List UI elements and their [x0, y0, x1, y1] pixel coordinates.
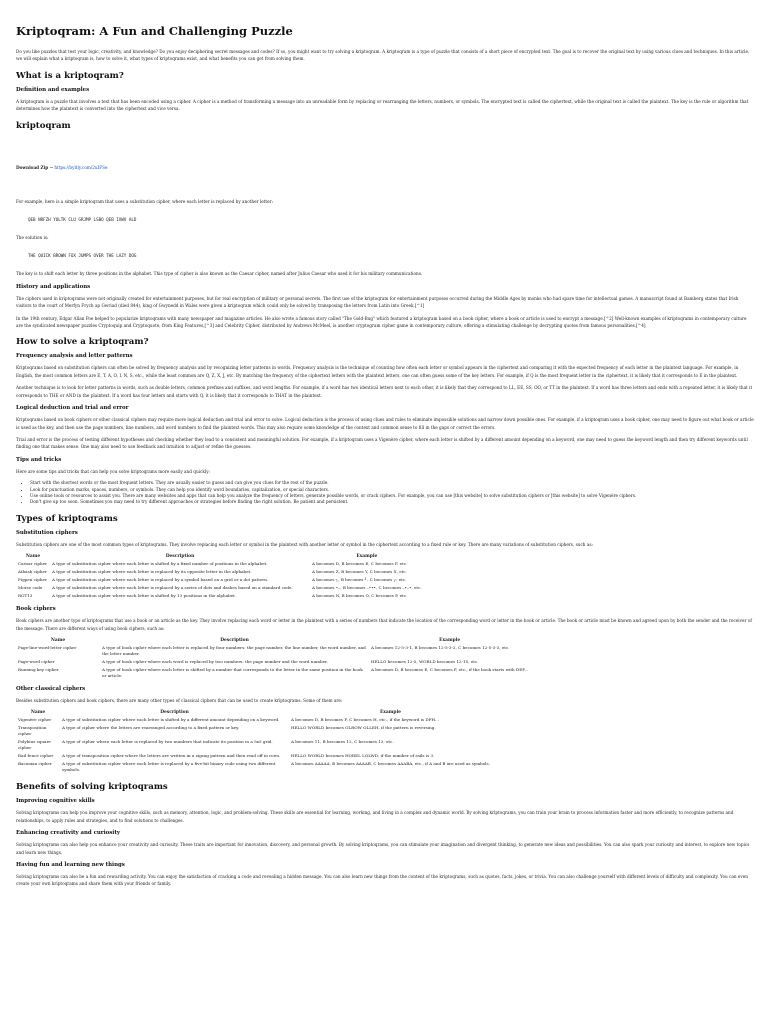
logic-paragraph-2: Trial and error is the process of testing different hypotheses and checking whether they lead to a consistent and meaningful solution. For example, if a kriptoqram uses a Vigenère cipher, where each letter is shifted by a different amount depending on a keyword, one may need to guess the keyword length and then try different keywords until finding one that makes sense. One may also need to use feedback and intuition to adjust or refine the guesses. [16, 436, 748, 450]
list-item: • Look for punctuation marks, spaces, numbers, or symbols. They can help you identify word boundaries, capitalization, or special characters. [30, 487, 754, 493]
ciphertext-example: QEB NRFZH YOLTK CLU GRJMP LSBO QEB IXWV ALD [28, 217, 137, 223]
table-row [16, 724, 492, 738]
logic-paragraph-1: Kriptoqrams based on book ciphers or other classical ciphers may require more logical deduction and trial and error to solve. Logical deduction is the process of using clues and rules to eliminate impossible solutions and narrow down possible ones. For example, if a kriptoqram uses a book cipher, one may need to figure out what book or article is used as the key, and then use the page numbers, line numbers, and word numbers to find the plaintext words. This may also require some knowledge of the context and common sense to fill in the gaps or correct the errors. [16, 417, 754, 430]
other-ciphers-heading: Other classical ciphers [16, 685, 86, 692]
table-row [16, 658, 530, 666]
table-header-row [16, 553, 424, 560]
what-heading: What is a kriptoqram? [16, 70, 124, 81]
table-cell: Page-line-word-letter cipher [18, 644, 77, 650]
table-cell: A type of substitution cipher where each letter is shifted by a different amount depending on a keyword. [62, 717, 280, 723]
table-cell: Morse code [18, 585, 43, 591]
shift-explanation: The key is to shift each letter by three positions in the alphabet. This type of cipher is also known as the Caesar cipher, named after Julius Caesar who used it for his military communications. [16, 271, 423, 277]
kriptoqram-heading: kriptoqram [16, 120, 71, 131]
fun-paragraph: Solving kriptoqrams can also be a fun and rewarding activity. You can enjoy the satisfaction of cracking a code and revealing a hidden message. You can also learn new things from the content of the kriptoqrams, such as quotes, facts, jokes, or trivia. You can also challenge yourself with different levels of difficulty and complexity. You can even create your own kriptoqrams and share them with your friends or family. [16, 874, 748, 887]
table-cell: A type of transposition cipher where the letters are written in a zigzag pattern and then read off in rows. [62, 753, 281, 759]
table-cell: A type of substitution cipher where each letter is shifted by 13 positions in the alphabet. [52, 593, 237, 599]
table-cell: A becomes ┐, B becomes ┘, C becomes ┌, etc. [312, 577, 407, 583]
table-row [16, 760, 492, 774]
table-header-row [16, 637, 530, 644]
substitution-heading: Substitution ciphers [16, 529, 78, 536]
book-ciphers-table [16, 637, 530, 680]
table-cell: A becomes Z, B becomes Y, C becomes X, etc. [312, 569, 407, 575]
other-ciphers-table [16, 709, 492, 774]
table-row [16, 576, 424, 584]
table-cell: A becomes D, B becomes E, C becomes F, etc., if the book starts with DEF... [371, 666, 529, 672]
table-cell: Baconian cipher [18, 761, 52, 767]
book-ciphers-heading: Book ciphers [16, 606, 56, 613]
column-header: Name [50, 637, 66, 643]
table-cell: HELLO WORLD becomes OLROW OLLEH, if the pattern is reversing. [291, 725, 436, 731]
definition-paragraph: A kriptoqram is a puzzle that involves a text that has been encoded using a cipher. A cipher is a method of transforming a message into an unreadable form by replacing or rearranging the letters, numbers, or symbols. The encrypted text is called the ciphertext, while the original text is called the plaintext. The key is the rule or algorithm that determines how the plaintext is converted into the ciphertext and vice versa. [16, 98, 749, 112]
history-paragraph-1: The ciphers used in kriptoqrams were not originally created for entertainment purposes, but for real encryption of military or personal secrets. The first use of the kriptoqram for entertainment purposes occurred during the Middle Ages by monks who had spare time for intellectual games. A manuscript found at Bamberg states that Irish visitors to the court of Merfyn Frych ap Gwriad (died 844), king of Gwynedd in Wales were given a kriptoqram which could only be solved by transposing the letters from Latin into Greek.[^1] [16, 295, 739, 309]
plaintext-example: THE QUICK BROWN FOX JUMPS OVER THE LAZY DOG [28, 253, 137, 259]
table-cell: A type of cipher where each letter is replaced by two numbers that indicate its position in a 5x5 grid. [62, 739, 273, 745]
table-cell: A type of book cipher where each word is replaced by two numbers: the page number and the word number. [102, 658, 328, 664]
history-paragraph-2: In the 19th century, Edgar Allan Poe helped to popularize kriptoqrams with many newspaper and magazine articles. He also wrote a famous story called "The Gold-Bug" which featured a kriptoqram based on a book cipher, where a book or article is used to encrypt a message.[^2] Well-known examples of kriptoqrams in contemporary culture are the syndicated newspaper puzzles Cryptoquip and Cryptoquote, from King Features,[^3] and Celebrity Cipher, distributed by Andrews McMeel, is another cryptogram cipher game in contemporary culture, offering a stimulating challenge by decrypting quotes from famous personalities.[^4] [16, 315, 747, 329]
cognitive-paragraph: Solving kriptoqrams can help you improve your cognitive skills, such as memory, attention, logic, and problem-solving. These skills are essential for learning, working, and living in a complex and dynamic world. By solving kriptoqrams, you can train your brain to process information faster and more efficiently, to recognize patterns and relationships, to apply rules and strategies, and to find solutions to challenges. [16, 810, 734, 823]
table-cell: Page-word cipher [18, 658, 55, 664]
table-cell: A type of substitution cipher where each letter is replaced by a symbol based on a grid or a dot pattern. [52, 577, 269, 583]
table-cell: A becomes 11, B becomes 12, C becomes 13, etc. [291, 739, 394, 745]
tips-intro: Here are some tips and tricks that can help you solve kriptoqrams more easily and quickly: [16, 468, 210, 474]
column-header: Example [356, 554, 378, 560]
table-row [16, 752, 492, 760]
types-heading: Types of kriptoqrams [16, 513, 118, 524]
column-header: Description [160, 710, 189, 716]
list-item: • Start with the shortest words or the most frequent letters. They are usually easier to guess and can give you clues for the rest of the puzzle. [30, 480, 754, 486]
table-cell: A becomes N, B becomes O, C becomes P, etc. [312, 593, 408, 599]
table-row [16, 584, 424, 592]
column-header: Example [379, 710, 401, 716]
table-cell: Pigpen cipher [18, 577, 47, 583]
frequency-paragraph-1: Kriptoqrams based on substitution ciphers can often be solved by frequency analysis and by recognizing letter patterns in words. Frequency analysis is the technique of counting how often each letter or symbol appears in the ciphertext and comparing it with the expected frequency of each letter in the plaintext language. For example, in English, the most common letters are E, T, A, O, I, N, S, etc., while the least common are Q, Z, X, J, etc. By matching the frequency of the ciphertext letters with the plaintext letters, one can often guess some of the key letters. For example, if Q is the most frequent letter in the ciphertext, it is likely that it corresponds to E in the plaintext. [16, 365, 739, 378]
table-cell: A type of book cipher where each letter is replaced by four numbers: the page number, the line number, the word number, and the letter number. [102, 644, 366, 656]
table-cell: A becomes D, B becomes F, C becomes H, etc., if the keyword is DFH... [291, 717, 440, 723]
table-header-row [16, 709, 492, 716]
table-cell: Polybius square cipher [18, 739, 51, 751]
table-cell: A type of substitution cipher where each letter is shifted by a fixed number of positions in the alphabet. [52, 561, 268, 567]
table-cell: HELLO becomes 12-5, WORLD becomes 12-15, etc. [371, 658, 479, 664]
table-cell: A type of cipher where the letters are rearranged according to a fixed pattern or key. [62, 725, 240, 731]
fun-heading: Having fun and learning new things [16, 862, 125, 868]
table-cell: ROT13 [18, 593, 33, 599]
column-header: Description [220, 637, 249, 643]
table-cell: A type of substitution cipher where each letter is replaced by a series of dots and dashes based on a standard code. [52, 585, 293, 591]
book-ciphers-intro: Book ciphers are another type of kriptoqrams that use a book or an article as the key. They involve replacing each word or letter in the plaintext with a series of numbers that indicate the location of the corresponding word or letter in the book or article. The book or article must be known and agreed upon by both the sender and the receiver of the message. There are different ways of using book ciphers, such as: [16, 618, 752, 631]
table-cell: A type of substitution cipher where each letter is replaced by a five-bit binary code using two different symbols. [62, 761, 276, 773]
table-cell: Rail fence cipher [18, 753, 54, 759]
table-cell: A becomes 12-5-3-1, B becomes 12-5-3-2, C becomes 12-5-3-3, etc. [371, 644, 510, 650]
download-label: Download Zip [16, 164, 49, 170]
column-header: Name [25, 554, 41, 560]
history-heading: History and applications [16, 283, 91, 290]
tips-list [16, 480, 754, 506]
table-row [16, 716, 492, 724]
substitution-table [16, 553, 424, 600]
table-row [16, 666, 530, 680]
creativity-heading: Enhancing creativity and curiosity [16, 830, 120, 837]
table-row [16, 644, 530, 658]
tips-heading: Tips and tricks [16, 456, 62, 463]
solution-label: The solution is: [16, 235, 49, 241]
cognitive-heading: Improving cognitive skills [16, 798, 95, 805]
substitution-intro: Substitution ciphers are one of the most common types of kriptoqrams. They involve replacing each letter or symbol in the plaintext with another letter or symbol in the ciphertext according to a fixed rule or key. There are many variations of substitution ciphers, such as: [16, 541, 593, 547]
column-header: Description [165, 554, 195, 560]
list-item: • Don't give up too soon. Sometimes you may need to try different approaches or strategies before finding the right solution. Be patient and persistent. [30, 499, 754, 505]
table-cell: A becomes AAAAA, B becomes AAAAB, C becomes AAABA, etc., if A and B are used as symbols. [291, 761, 490, 767]
column-header: Example [439, 637, 461, 643]
example-intro: For example, here is a simple kriptoqram that uses a substitution cipher, where each letter is replaced by another letter: [16, 198, 273, 204]
table-cell: A becomes D, B becomes E, C becomes F, etc. [312, 561, 408, 567]
table-cell: Running key cipher [18, 666, 59, 672]
table-cell: A type of book cipher where each letter is shifted by a number that corresponds to the letter in the same position in the book or article. [102, 666, 363, 678]
table-row [16, 738, 492, 752]
definition-heading: Definition and examples [16, 86, 90, 93]
column-header: Name [30, 710, 46, 716]
logic-heading: Logical deduction and trial and error [16, 405, 129, 412]
download-link[interactable]: https://byltly.com/2uIFSe [54, 164, 108, 170]
table-cell: A becomes •–, B becomes –•••, C becomes –•–•, etc. [312, 585, 422, 591]
frequency-paragraph-2: Another technique is to look for letter patterns in words, such as double letters, common prefixes and suffixes, and word lengths. For example, if a word has two identical letters next to each other, it is likely that they correspond to LL, EE, SS, OO, or TT in the plaintext. If a word has three letters and ends with a repeated letter, it is likely that it corresponds to THE or AND in the plaintext. If a word has four letters and starts with Q, it is likely that it corresponds to THAT in the plaintext. [16, 385, 753, 398]
table-row [16, 592, 424, 600]
table-cell: A type of substitution cipher where each letter is replaced by its opposite letter in the alphabet. [52, 569, 252, 575]
frequency-heading: Frequency analysis and letter patterns [16, 353, 133, 360]
table-cell: Transposition cipher [18, 725, 47, 737]
creativity-paragraph: Solving kriptoqrams can also help you enhance your creativity and curiosity. These traits are important for innovation, discovery, and personal growth. By solving kriptoqrams, you can stimulate your imagination and divergent thinking, to generate new ideas and possibilities. You can also spark your curiosity and interest, to explore new topics and learn new things. [16, 842, 750, 855]
table-row [16, 568, 424, 576]
table-row [16, 560, 424, 568]
benefits-heading: Benefits of solving kriptoqrams [16, 782, 168, 793]
intro-paragraph: Do you like puzzles that test your logic, creativity, and knowledge? Do you enjoy deciphering secret messages and codes? If so, you might want to try solving a kriptoqram. A kriptoqram is a type of puzzle that consists of a short piece of encrypted text. The goal is to recover the original text by using various clues and techniques. In this article, we will explain what a kriptoqram is, how to solve it, what types of kriptoqrams exist, and what benefits you can get from solving them. [16, 49, 750, 62]
list-item: • Use online tools or resources to assist you. There are many websites and apps that can help you analyze the frequency of letters, generate possible words, or crack ciphers. For example, you can use [this website] to solve substitution ciphers or [this website] to solve Vigenère ciphers. [30, 493, 754, 499]
table-cell: HELLO WORLD becomes HOREL LOLWD, if the number of rails is 3. [291, 753, 435, 759]
other-ciphers-intro: Besides substitution ciphers and book ciphers, there are many other types of classical ciphers that can be used to create kriptoqrams. Some of them are: [16, 697, 343, 703]
download-separator: → [48, 164, 55, 170]
page-title: Kriptoqram: A Fun and Challenging Puzzle [16, 24, 293, 38]
table-cell: Vigenère cipher [18, 717, 52, 723]
table-cell: Atbash cipher [18, 569, 47, 575]
how-heading: How to solve a kriptoqram? [16, 337, 149, 348]
table-cell: Caesar cipher [18, 561, 48, 567]
